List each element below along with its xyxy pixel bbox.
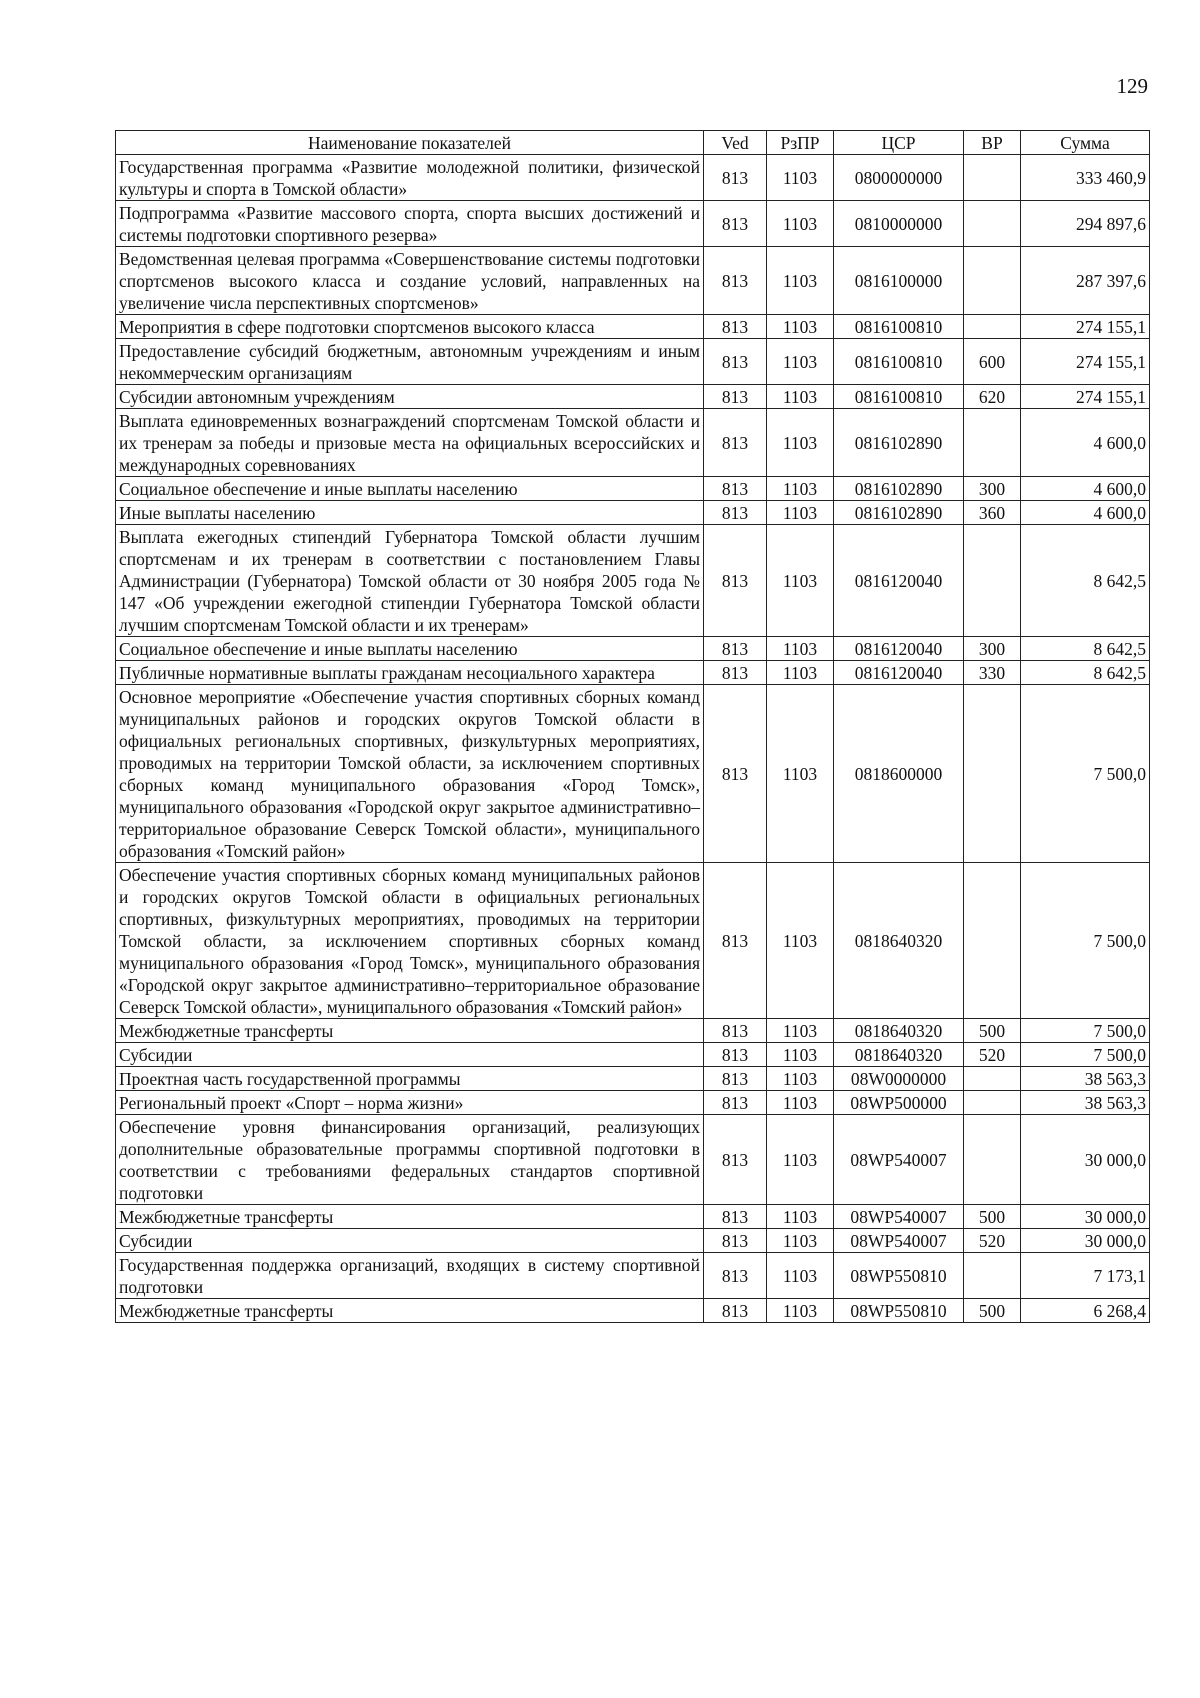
cell-csr: 0818600000 [834, 685, 964, 863]
cell-vr: 600 [964, 339, 1021, 385]
cell-rzpr: 1103 [767, 501, 834, 525]
cell-vr [964, 155, 1021, 201]
cell-sum: 7 500,0 [1021, 685, 1150, 863]
cell-rzpr: 1103 [767, 201, 834, 247]
cell-vr [964, 525, 1021, 637]
cell-vr: 500 [964, 1019, 1021, 1043]
cell-ved: 813 [704, 1205, 767, 1229]
cell-rzpr: 1103 [767, 477, 834, 501]
cell-sum: 274 155,1 [1021, 385, 1150, 409]
cell-csr: 0816120040 [834, 525, 964, 637]
cell-vr: 500 [964, 1299, 1021, 1323]
cell-ved: 813 [704, 247, 767, 315]
cell-csr: 08WP550810 [834, 1299, 964, 1323]
cell-rzpr: 1103 [767, 863, 834, 1019]
cell-name: Межбюджетные трансферты [116, 1205, 704, 1229]
cell-vr: 500 [964, 1205, 1021, 1229]
cell-sum: 38 563,3 [1021, 1091, 1150, 1115]
cell-name: Межбюджетные трансферты [116, 1019, 704, 1043]
cell-sum: 30 000,0 [1021, 1229, 1150, 1253]
cell-sum: 274 155,1 [1021, 315, 1150, 339]
cell-name: Обеспечение участия спортивных сборных команд муниципальных районов и городских округов Томской области в официальных региональных спортивных, физкультурных мероприятиях, проводимых на территории Томской области, за исключением спортивных сборных команд муниципального образования «Город Томск», муниципального образования «Городской округ закрытое административно–территориальное образование Северск Томской области», муниципального образования «Томский район» [116, 863, 704, 1019]
cell-sum: 8 642,5 [1021, 661, 1150, 685]
table-row [116, 525, 1150, 637]
table-row [116, 1299, 1150, 1323]
table-row [116, 1067, 1150, 1091]
cell-csr: 0800000000 [834, 155, 964, 201]
cell-csr: 0816100810 [834, 315, 964, 339]
header-csr: ЦСР [834, 131, 964, 155]
cell-sum: 4 600,0 [1021, 477, 1150, 501]
cell-ved: 813 [704, 1253, 767, 1299]
cell-ved: 813 [704, 685, 767, 863]
cell-csr: 0818640320 [834, 863, 964, 1019]
cell-name: Публичные нормативные выплаты гражданам несоциального характера [116, 661, 704, 685]
cell-name: Проектная часть государственной программы [116, 1067, 704, 1091]
cell-csr: 0816102890 [834, 477, 964, 501]
cell-ved: 813 [704, 1043, 767, 1067]
cell-ved: 813 [704, 1067, 767, 1091]
table-row [116, 1253, 1150, 1299]
cell-name: Ведомственная целевая программа «Совершенствование системы подготовки спортсменов высокого класса и создание условий, направленных на увеличение числа перспективных спортсменов» [116, 247, 704, 315]
cell-sum: 287 397,6 [1021, 247, 1150, 315]
cell-ved: 813 [704, 1091, 767, 1115]
cell-ved: 813 [704, 409, 767, 477]
header-rzpr: РзПР [767, 131, 834, 155]
cell-name: Выплата ежегодных стипендий Губернатора Томской области лучшим спортсменам и их тренерам в соответствии с постановлением Главы Администрации (Губернатора) Томской области от 30 ноября 2005 года № 147 «Об учреждении ежегодной стипендии Губернатора Томской области лучшим спортсменам Томской области и их тренерам» [116, 525, 704, 637]
cell-csr: 08WP500000 [834, 1091, 964, 1115]
cell-csr: 0818640320 [834, 1019, 964, 1043]
cell-vr: 620 [964, 385, 1021, 409]
cell-ved: 813 [704, 1019, 767, 1043]
table-row [116, 1205, 1150, 1229]
cell-ved: 813 [704, 1299, 767, 1323]
header-vr: ВР [964, 131, 1021, 155]
cell-name: Предоставление субсидий бюджетным, автономным учреждениям и иным некоммерческим организациям [116, 339, 704, 385]
cell-sum: 8 642,5 [1021, 637, 1150, 661]
cell-sum: 38 563,3 [1021, 1067, 1150, 1091]
header-name: Наименование показателей [116, 131, 704, 155]
cell-rzpr: 1103 [767, 1229, 834, 1253]
table-row [116, 477, 1150, 501]
cell-vr: 300 [964, 477, 1021, 501]
cell-ved: 813 [704, 155, 767, 201]
cell-name: Субсидии [116, 1043, 704, 1067]
cell-csr: 0816100810 [834, 385, 964, 409]
cell-rzpr: 1103 [767, 1091, 834, 1115]
table-row [116, 1229, 1150, 1253]
cell-csr: 08W0000000 [834, 1067, 964, 1091]
cell-sum: 294 897,6 [1021, 201, 1150, 247]
cell-rzpr: 1103 [767, 315, 834, 339]
cell-rzpr: 1103 [767, 661, 834, 685]
cell-vr [964, 1091, 1021, 1115]
table-row [116, 315, 1150, 339]
cell-vr [964, 685, 1021, 863]
cell-rzpr: 1103 [767, 685, 834, 863]
cell-rzpr: 1103 [767, 1253, 834, 1299]
cell-name: Субсидии автономным учреждениям [116, 385, 704, 409]
cell-rzpr: 1103 [767, 385, 834, 409]
table-row [116, 1019, 1150, 1043]
cell-name: Социальное обеспечение и иные выплаты населению [116, 477, 704, 501]
table-row [116, 409, 1150, 477]
cell-ved: 813 [704, 661, 767, 685]
cell-vr [964, 1067, 1021, 1091]
cell-sum: 333 460,9 [1021, 155, 1150, 201]
cell-sum: 6 268,4 [1021, 1299, 1150, 1323]
table-row [116, 863, 1150, 1019]
cell-csr: 08WP540007 [834, 1115, 964, 1205]
cell-name: Государственная поддержка организаций, входящих в систему спортивной подготовки [116, 1253, 704, 1299]
cell-name: Иные выплаты населению [116, 501, 704, 525]
cell-sum: 30 000,0 [1021, 1115, 1150, 1205]
cell-ved: 813 [704, 501, 767, 525]
header-ved: Ved [704, 131, 767, 155]
cell-sum: 7 500,0 [1021, 1019, 1150, 1043]
cell-name: Социальное обеспечение и иные выплаты населению [116, 637, 704, 661]
cell-sum: 8 642,5 [1021, 525, 1150, 637]
cell-sum: 274 155,1 [1021, 339, 1150, 385]
cell-rzpr: 1103 [767, 1067, 834, 1091]
cell-vr [964, 315, 1021, 339]
cell-ved: 813 [704, 863, 767, 1019]
cell-csr: 0816120040 [834, 661, 964, 685]
table-row [116, 501, 1150, 525]
cell-vr: 330 [964, 661, 1021, 685]
cell-vr [964, 1115, 1021, 1205]
cell-ved: 813 [704, 637, 767, 661]
cell-csr: 0810000000 [834, 201, 964, 247]
cell-sum: 30 000,0 [1021, 1205, 1150, 1229]
cell-rzpr: 1103 [767, 339, 834, 385]
table-row [116, 155, 1150, 201]
cell-vr [964, 201, 1021, 247]
page-number: 129 [1116, 74, 1148, 98]
cell-name: Региональный проект «Спорт – норма жизни» [116, 1091, 704, 1115]
cell-name: Подпрограмма «Развитие массового спорта, спорта высших достижений и системы подготовки спортивного резерва» [116, 201, 704, 247]
cell-ved: 813 [704, 1229, 767, 1253]
cell-csr: 0818640320 [834, 1043, 964, 1067]
budget-table [115, 130, 1150, 1323]
cell-name: Межбюджетные трансферты [116, 1299, 704, 1323]
cell-ved: 813 [704, 339, 767, 385]
cell-rzpr: 1103 [767, 155, 834, 201]
cell-name: Выплата единовременных вознаграждений спортсменам Томской области и их тренерам за победы и призовые места на официальных всероссийских и международных соревнованиях [116, 409, 704, 477]
cell-ved: 813 [704, 315, 767, 339]
cell-csr: 0816102890 [834, 501, 964, 525]
table-row [116, 1091, 1150, 1115]
cell-name: Обеспечение уровня финансирования организаций, реализующих дополнительные образовательные программы спортивной подготовки в соответствии с требованиями федеральных стандартов спортивной подготовки [116, 1115, 704, 1205]
cell-rzpr: 1103 [767, 637, 834, 661]
table-row [116, 247, 1150, 315]
cell-sum: 7 500,0 [1021, 863, 1150, 1019]
table-row [116, 385, 1150, 409]
table-row [116, 637, 1150, 661]
cell-csr: 08WP550810 [834, 1253, 964, 1299]
header-sum: Сумма [1021, 131, 1150, 155]
cell-rzpr: 1103 [767, 1299, 834, 1323]
cell-csr: 0816100810 [834, 339, 964, 385]
cell-csr: 0816100000 [834, 247, 964, 315]
cell-name: Мероприятия в сфере подготовки спортсменов высокого класса [116, 315, 704, 339]
cell-vr: 520 [964, 1229, 1021, 1253]
cell-vr [964, 1253, 1021, 1299]
cell-sum: 4 600,0 [1021, 501, 1150, 525]
cell-sum: 4 600,0 [1021, 409, 1150, 477]
table-row [116, 1043, 1150, 1067]
cell-ved: 813 [704, 477, 767, 501]
table-body [116, 155, 1150, 1323]
cell-csr: 0816120040 [834, 637, 964, 661]
table-header-row [116, 131, 1150, 155]
cell-vr [964, 863, 1021, 1019]
cell-rzpr: 1103 [767, 1205, 834, 1229]
cell-ved: 813 [704, 201, 767, 247]
cell-rzpr: 1103 [767, 525, 834, 637]
table-row [116, 339, 1150, 385]
cell-rzpr: 1103 [767, 1115, 834, 1205]
table-row [116, 685, 1150, 863]
cell-rzpr: 1103 [767, 1043, 834, 1067]
cell-rzpr: 1103 [767, 409, 834, 477]
cell-name: Основное мероприятие «Обеспечение участия спортивных сборных команд муниципальных районов и городских округов Томской области в официальных региональных спортивных, физкультурных мероприятиях, проводимых на территории Томской области, за исключением спортивных сборных команд муниципального образования «Город Томск», муниципального образования «Городской округ закрытое административно–территориальное образование Северск Томской области», муниципального образования «Томский район» [116, 685, 704, 863]
cell-rzpr: 1103 [767, 247, 834, 315]
table-row [116, 201, 1150, 247]
cell-name: Субсидии [116, 1229, 704, 1253]
cell-vr [964, 247, 1021, 315]
cell-rzpr: 1103 [767, 1019, 834, 1043]
cell-csr: 08WP540007 [834, 1229, 964, 1253]
cell-sum: 7 173,1 [1021, 1253, 1150, 1299]
cell-sum: 7 500,0 [1021, 1043, 1150, 1067]
table-row [116, 1115, 1150, 1205]
table-row [116, 661, 1150, 685]
cell-ved: 813 [704, 385, 767, 409]
cell-ved: 813 [704, 525, 767, 637]
cell-vr: 520 [964, 1043, 1021, 1067]
cell-name: Государственная программа «Развитие молодежной политики, физической культуры и спорта в Томской области» [116, 155, 704, 201]
cell-vr: 360 [964, 501, 1021, 525]
cell-csr: 0816102890 [834, 409, 964, 477]
cell-vr [964, 409, 1021, 477]
cell-ved: 813 [704, 1115, 767, 1205]
cell-csr: 08WP540007 [834, 1205, 964, 1229]
cell-vr: 300 [964, 637, 1021, 661]
